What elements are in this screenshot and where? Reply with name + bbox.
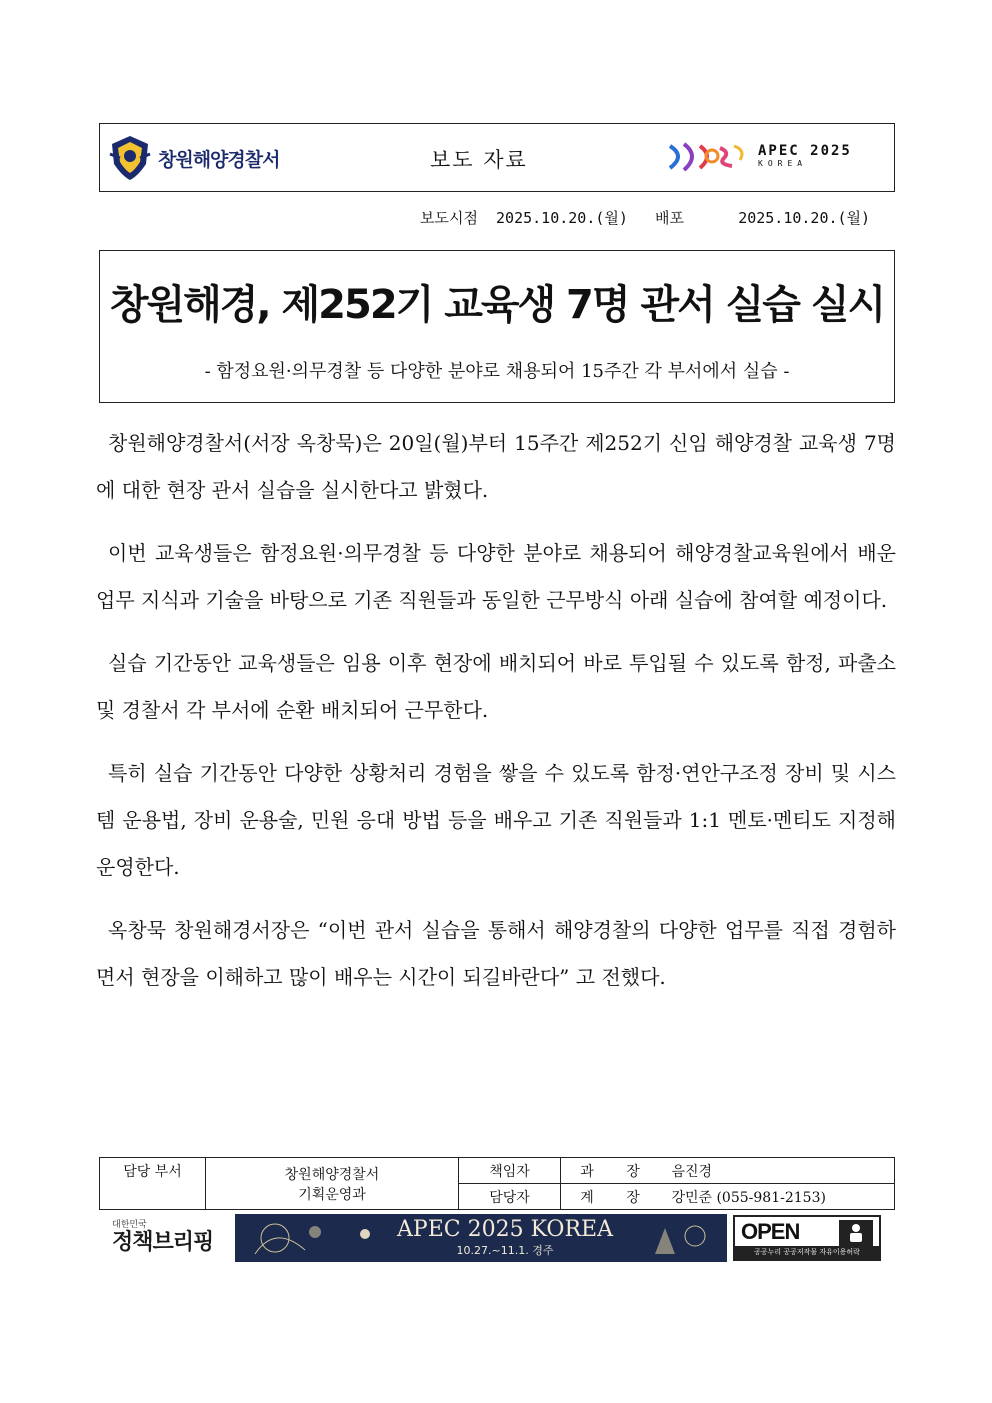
role-cell: 담당자 — [459, 1184, 561, 1210]
subheadline: - 함정요원·의무경찰 등 다양한 분야로 채용되어 15주간 각 부서에서 실습 - — [204, 361, 790, 382]
paragraph: 옥창묵 창원해경서장은 “이번 관서 실습을 통해서 해양경찰의 다양한 업무를 직접 경험하면서 현장을 이해하고 많이 배우는 시간이 되길바란다” 고 전했다. — [96, 918, 896, 989]
paragraph: 특히 실습 기간동안 다양한 상황처리 경험을 쌓을 수 있도록 함정·연안구조정 장비 및 시스템 운용법, 장비 운용술, 민원 응대 방법 등을 배우고 기존 직원들과 1:1 멘토·멘티도 지정해 운영한다. — [96, 761, 896, 879]
release-label: 보도시점 — [420, 209, 478, 227]
person-title: 계 장 — [580, 1189, 654, 1206]
paragraph: 이번 교육생들은 함정요원·의무경찰 등 다양한 분야로 채용되어 해양경찰교육원에서 배운 업무 지식과 기술을 바탕으로 기존 직원들과 동일한 근무방식 아래 실습에 참여할 예정이다. — [96, 541, 896, 612]
doc-type-label: 보도 자료 — [430, 148, 528, 172]
release-dateline — [420, 207, 870, 228]
apec-banner[interactable] — [235, 1214, 727, 1262]
open-license-badge[interactable] — [733, 1215, 881, 1261]
open-label: OPEN — [741, 1219, 800, 1244]
banner-title: APEC 2025 KOREA — [397, 1217, 613, 1242]
title-box — [99, 250, 895, 403]
apec-title: APEC 2025 — [758, 143, 852, 159]
distribution-label: 배포 — [655, 209, 684, 227]
org-name: 창원해양경찰서 — [158, 148, 280, 171]
paragraph: 실습 기간동안 교육생들은 임용 이후 현장에 배치되어 바로 투입될 수 있도록 함정, 파출소 및 경찰서 각 부서에 순환 배치되어 근무한다. — [96, 651, 896, 722]
apec-symbol-icon — [666, 138, 750, 174]
dept-label: 담당 부서 — [100, 1158, 206, 1210]
role-cell: 책임자 — [459, 1158, 561, 1184]
open-caption: 공공누리 공공저작물 자유이용허락 — [735, 1246, 879, 1259]
release-date: 2025.10.20.(월) — [496, 209, 628, 227]
paragraph: 창원해양경찰서(서장 옥창묵)은 20일(월)부터 15주간 제252기 신임 해양경찰 교육생 7명에 대한 현장 관서 실습을 실시한다고 밝혔다. — [96, 431, 896, 502]
dept-name — [206, 1158, 459, 1210]
headline: 창원해경, 제252기 교육생 7명 관서 실습 실시 — [109, 282, 885, 328]
dept-line1: 창원해양경찰서 — [284, 1166, 380, 1183]
distribution-date: 2025.10.20.(월) — [738, 209, 871, 227]
org-logo — [108, 134, 279, 182]
header-box — [99, 123, 895, 192]
attribution-icon — [839, 1220, 873, 1246]
article-body — [96, 420, 896, 1017]
briefing-label: 정책브리핑 — [112, 1230, 214, 1255]
person-cell — [561, 1184, 895, 1210]
apec-logo — [666, 138, 852, 174]
person-name: 강민준 (055-981-2153) — [671, 1189, 826, 1206]
table-row — [100, 1158, 895, 1184]
person-cell — [561, 1158, 895, 1184]
apec-subtitle: KOREA — [758, 159, 808, 168]
policy-briefing-logo[interactable] — [112, 1217, 228, 1263]
dept-line2: 기획운영과 — [298, 1186, 366, 1203]
briefing-small-label: 대한민국 — [112, 1220, 147, 1230]
coast-guard-emblem-icon — [108, 134, 152, 182]
banner-dates: 10.27.~11.1. 경주 — [456, 1244, 554, 1257]
person-name: 음진경 — [671, 1163, 713, 1180]
person-title: 과 장 — [580, 1163, 654, 1180]
contact-table — [99, 1157, 895, 1210]
